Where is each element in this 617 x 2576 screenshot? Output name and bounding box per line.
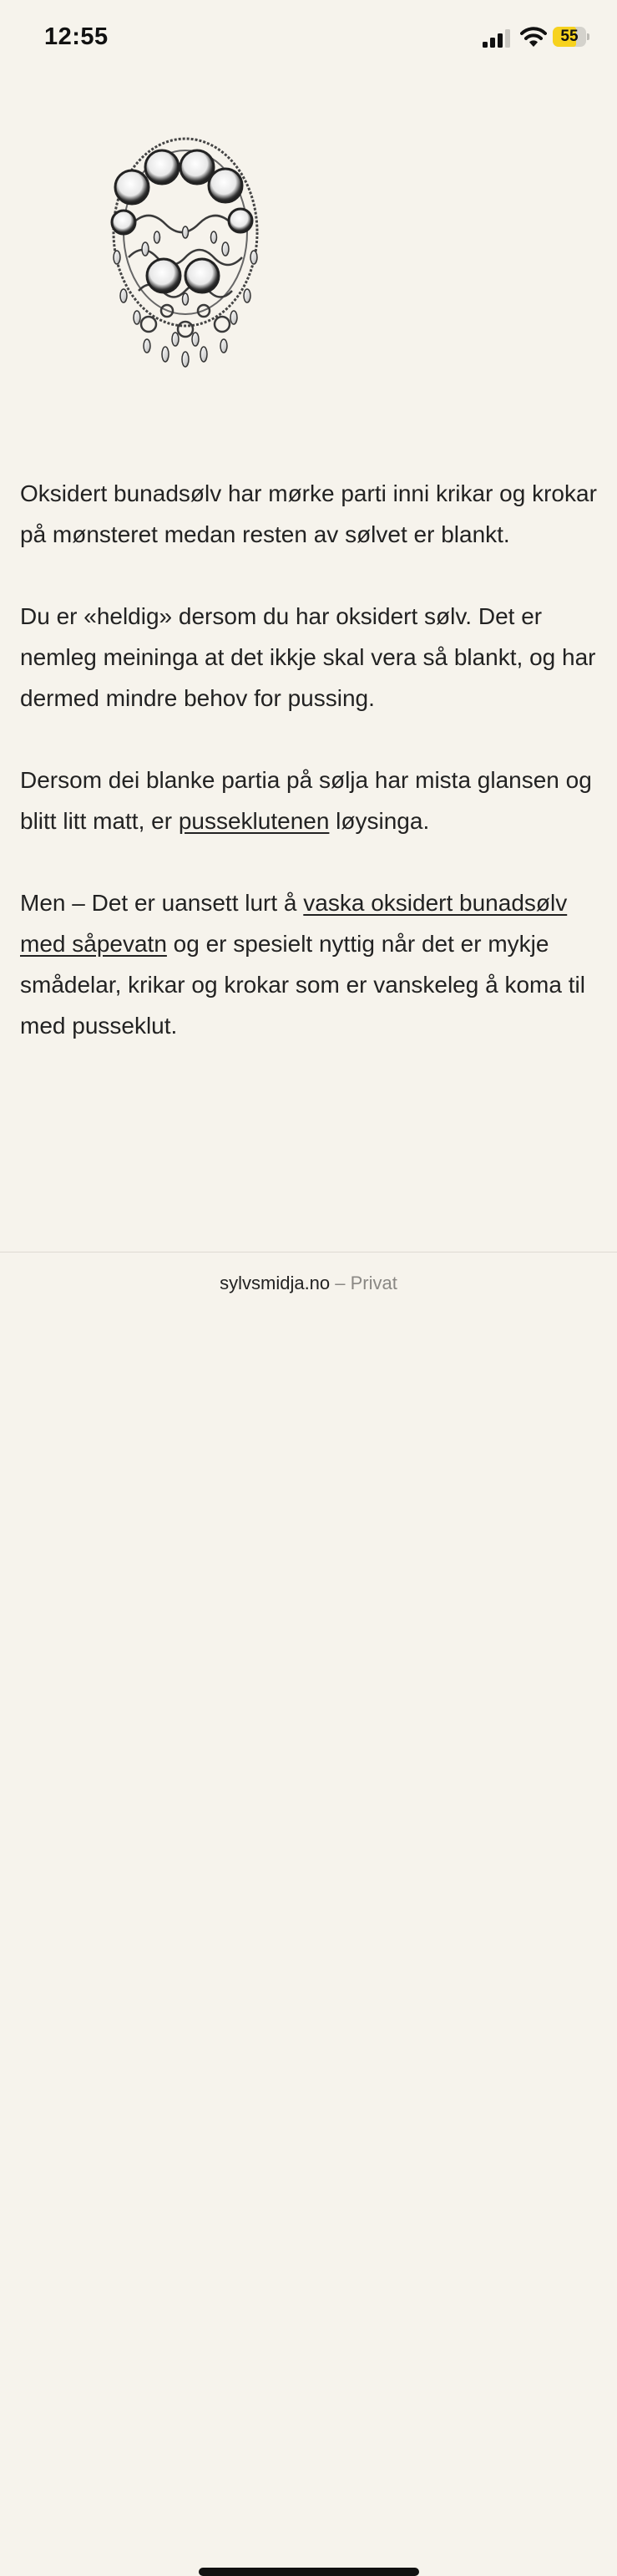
article-body xyxy=(20,473,604,1087)
paragraph-4-text-after: og er spesielt nyttig når det er mykje smådelar, krikar og krokar som er vanskeleg å koma til med pusseklut. xyxy=(20,931,585,1039)
brooch-image xyxy=(99,132,272,374)
paragraph-4 xyxy=(20,882,604,1046)
wifi-icon xyxy=(520,26,547,48)
paragraph-2: Du er «heldig» dersom du har oksidert sølv. Det er nemleg meininga at det ikkje skal vera så blankt, og har dermed mindre behov for pussing. xyxy=(20,603,596,711)
address-separator: – xyxy=(330,1273,351,1293)
site-domain: sylvsmidja.no xyxy=(220,1273,331,1293)
private-mode-label: Privat xyxy=(350,1273,397,1293)
battery-level: 55 xyxy=(560,28,579,45)
browser-address-bar[interactable] xyxy=(0,1252,617,1338)
battery-icon xyxy=(553,27,589,48)
address-text[interactable] xyxy=(0,1273,617,1294)
wash-silver-link[interactable]: vaska oksidert bunadsølv med såpevatn xyxy=(20,890,568,957)
paragraph-3-text-after: løysinga. xyxy=(329,808,430,834)
paragraph-3-text-before: Dersom dei blanke partia på sølja har mista glansen og blitt litt matt, er xyxy=(20,767,592,834)
paragraph-4-text-before: Men – Det er uansett lurt å xyxy=(20,890,304,916)
signal-icon xyxy=(483,29,513,48)
paragraph-1: Oksidert bunadsølv har mørke parti inni krikar og krokar på mønsteret medan resten av sølvet er blankt. xyxy=(20,480,597,547)
status-bar xyxy=(0,0,617,77)
paragraph-3 xyxy=(20,760,604,841)
status-time: 12:55 xyxy=(44,23,109,50)
pusseklut-link[interactable]: pusseklutenen xyxy=(178,808,330,834)
home-indicator[interactable] xyxy=(199,2568,419,2576)
